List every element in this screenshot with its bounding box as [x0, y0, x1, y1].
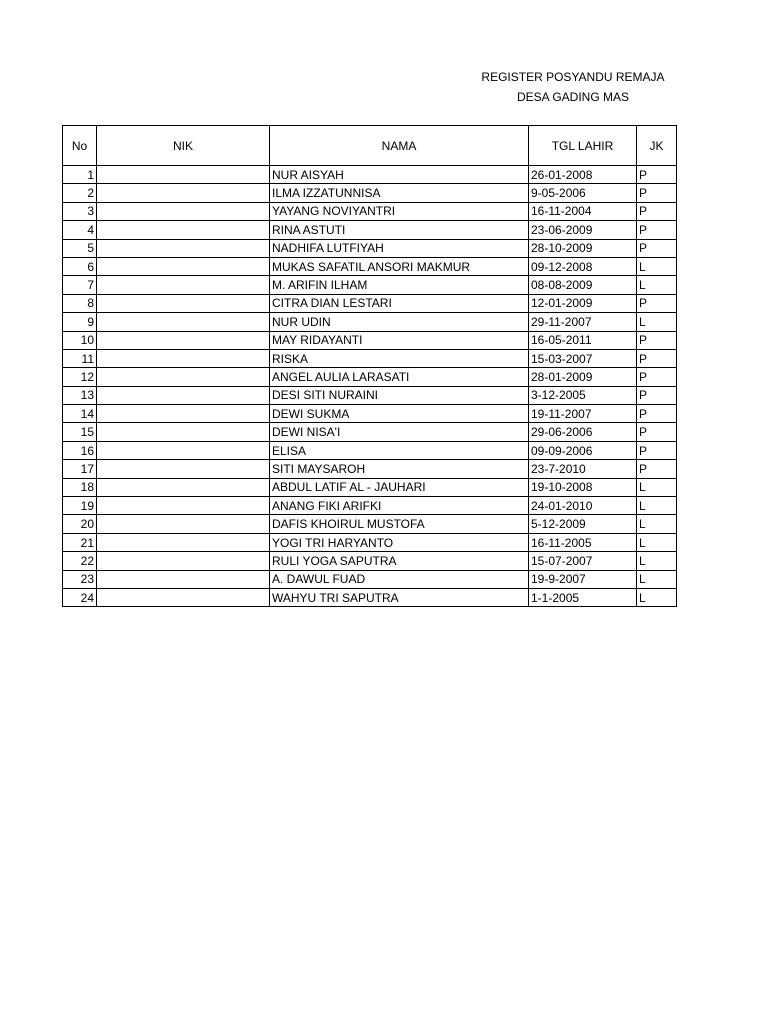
header-row [63, 126, 677, 166]
cell-nama: WAHYU TRI SAPUTRA [270, 588, 529, 606]
cell-no: 7 [63, 276, 97, 294]
table-row [63, 533, 677, 551]
register-table [62, 125, 677, 607]
table-row [63, 368, 677, 386]
cell-jk: L [637, 533, 677, 551]
cell-tgl-lahir: 15-07-2007 [529, 552, 637, 570]
cell-nik [97, 441, 270, 459]
cell-nik [97, 368, 270, 386]
cell-nama: ELISA [270, 441, 529, 459]
cell-tgl-lahir: 08-08-2009 [529, 276, 637, 294]
cell-jk: L [637, 570, 677, 588]
cell-tgl-lahir: 26-01-2008 [529, 166, 637, 184]
cell-nama: RISKA [270, 349, 529, 367]
cell-nama: ABDUL LATIF AL - JAUHARI [270, 478, 529, 496]
cell-nik [97, 423, 270, 441]
cell-nik [97, 331, 270, 349]
cell-nik [97, 166, 270, 184]
cell-no: 18 [63, 478, 97, 496]
table-row [63, 184, 677, 202]
cell-tgl-lahir: 24-01-2010 [529, 497, 637, 515]
cell-no: 3 [63, 202, 97, 220]
cell-nik [97, 239, 270, 257]
table-row [63, 405, 677, 423]
cell-nama: YAYANG NOVIYANTRI [270, 202, 529, 220]
cell-no: 14 [63, 405, 97, 423]
cell-jk: P [637, 441, 677, 459]
cell-jk: P [637, 166, 677, 184]
cell-nik [97, 276, 270, 294]
cell-jk: P [637, 423, 677, 441]
cell-tgl-lahir: 19-9-2007 [529, 570, 637, 588]
cell-jk: L [637, 257, 677, 275]
cell-no: 13 [63, 386, 97, 404]
cell-nama: RULI YOGA SAPUTRA [270, 552, 529, 570]
cell-tgl-lahir: 29-11-2007 [529, 313, 637, 331]
cell-nama: DEWI SUKMA [270, 405, 529, 423]
cell-tgl-lahir: 16-11-2005 [529, 533, 637, 551]
cell-nik [97, 294, 270, 312]
cell-nama: CITRA DIAN LESTARI [270, 294, 529, 312]
cell-jk: L [637, 276, 677, 294]
table-row [63, 588, 677, 606]
cell-jk: P [637, 294, 677, 312]
table-row [63, 276, 677, 294]
cell-no: 19 [63, 497, 97, 515]
cell-nama: DAFIS KHOIRUL MUSTOFA [270, 515, 529, 533]
cell-nik [97, 405, 270, 423]
cell-jk: L [637, 497, 677, 515]
cell-no: 11 [63, 349, 97, 367]
cell-jk: P [637, 349, 677, 367]
cell-tgl-lahir: 19-10-2008 [529, 478, 637, 496]
table-row [63, 460, 677, 478]
cell-jk: P [637, 460, 677, 478]
cell-no: 24 [63, 588, 97, 606]
table-row [63, 515, 677, 533]
cell-no: 9 [63, 313, 97, 331]
cell-no: 4 [63, 221, 97, 239]
cell-jk: L [637, 313, 677, 331]
table-row [63, 313, 677, 331]
cell-nama: RINA ASTUTI [270, 221, 529, 239]
cell-nik [97, 349, 270, 367]
cell-jk: P [637, 184, 677, 202]
table-row [63, 552, 677, 570]
cell-nama: ANGEL AULIA LARASATI [270, 368, 529, 386]
table-row [63, 441, 677, 459]
cell-nama: ILMA IZZATUNNISA [270, 184, 529, 202]
document-title [423, 67, 723, 107]
table-header [63, 126, 677, 166]
cell-nama: YOGI TRI HARYANTO [270, 533, 529, 551]
table-row [63, 349, 677, 367]
title-line-register: REGISTER POSYANDU REMAJA [481, 70, 665, 84]
cell-tgl-lahir: 09-09-2006 [529, 441, 637, 459]
table-row [63, 331, 677, 349]
cell-jk: L [637, 478, 677, 496]
cell-jk: P [637, 368, 677, 386]
cell-no: 21 [63, 533, 97, 551]
table-row [63, 221, 677, 239]
cell-tgl-lahir: 23-06-2009 [529, 221, 637, 239]
cell-nik [97, 570, 270, 588]
table-row [63, 202, 677, 220]
cell-jk: P [637, 239, 677, 257]
cell-nama: NADHIFA LUTFIYAH [270, 239, 529, 257]
title-line-village: DESA GADING MAS [516, 90, 630, 104]
cell-nama: A. DAWUL FUAD [270, 570, 529, 588]
cell-tgl-lahir: 1-1-2005 [529, 588, 637, 606]
cell-tgl-lahir: 5-12-2009 [529, 515, 637, 533]
cell-nik [97, 515, 270, 533]
table-row [63, 294, 677, 312]
cell-jk: P [637, 405, 677, 423]
table-row [63, 257, 677, 275]
cell-tgl-lahir: 15-03-2007 [529, 349, 637, 367]
cell-tgl-lahir: 28-10-2009 [529, 239, 637, 257]
cell-no: 15 [63, 423, 97, 441]
cell-nik [97, 221, 270, 239]
cell-tgl-lahir: 3-12-2005 [529, 386, 637, 404]
cell-nik [97, 497, 270, 515]
cell-jk: P [637, 386, 677, 404]
cell-nik [97, 313, 270, 331]
cell-tgl-lahir: 16-05-2011 [529, 331, 637, 349]
cell-nik [97, 478, 270, 496]
table-body [63, 166, 677, 607]
cell-jk: P [637, 331, 677, 349]
cell-nik [97, 257, 270, 275]
cell-tgl-lahir: 19-11-2007 [529, 405, 637, 423]
cell-nama: NUR UDIN [270, 313, 529, 331]
table-row [63, 570, 677, 588]
cell-nama: MUKAS SAFATIL ANSORI MAKMUR [270, 257, 529, 275]
header-tgl-lahir: TGL LAHIR [529, 126, 637, 166]
table-row [63, 239, 677, 257]
header-nama: NAMA [270, 126, 529, 166]
cell-tgl-lahir: 28-01-2009 [529, 368, 637, 386]
table-row [63, 166, 677, 184]
cell-tgl-lahir: 29-06-2006 [529, 423, 637, 441]
cell-jk: L [637, 552, 677, 570]
cell-nik [97, 202, 270, 220]
cell-nama: MAY RIDAYANTI [270, 331, 529, 349]
cell-nama: NUR AISYAH [270, 166, 529, 184]
cell-no: 5 [63, 239, 97, 257]
cell-no: 12 [63, 368, 97, 386]
cell-no: 17 [63, 460, 97, 478]
cell-no: 1 [63, 166, 97, 184]
cell-no: 6 [63, 257, 97, 275]
cell-no: 22 [63, 552, 97, 570]
cell-nama: DESI SITI NURAINI [270, 386, 529, 404]
cell-nik [97, 386, 270, 404]
cell-nama: M. ARIFIN ILHAM [270, 276, 529, 294]
cell-jk: L [637, 588, 677, 606]
table-row [63, 423, 677, 441]
cell-nama: ANANG FIKI ARIFKI [270, 497, 529, 515]
cell-jk: P [637, 221, 677, 239]
table-row [63, 478, 677, 496]
cell-no: 16 [63, 441, 97, 459]
cell-jk: L [637, 515, 677, 533]
cell-nik [97, 552, 270, 570]
cell-no: 23 [63, 570, 97, 588]
cell-nik [97, 533, 270, 551]
cell-tgl-lahir: 09-12-2008 [529, 257, 637, 275]
header-nik: NIK [97, 126, 270, 166]
cell-tgl-lahir: 16-11-2004 [529, 202, 637, 220]
cell-nik [97, 588, 270, 606]
header-jk: JK [637, 126, 677, 166]
table-row [63, 386, 677, 404]
cell-nik [97, 184, 270, 202]
cell-no: 8 [63, 294, 97, 312]
table-row [63, 497, 677, 515]
cell-tgl-lahir: 23-7-2010 [529, 460, 637, 478]
cell-nama: DEWI NISA'I [270, 423, 529, 441]
cell-nik [97, 460, 270, 478]
cell-jk: P [637, 202, 677, 220]
cell-no: 10 [63, 331, 97, 349]
cell-no: 2 [63, 184, 97, 202]
cell-nama: SITI MAYSAROH [270, 460, 529, 478]
cell-tgl-lahir: 9-05-2006 [529, 184, 637, 202]
cell-tgl-lahir: 12-01-2009 [529, 294, 637, 312]
cell-no: 20 [63, 515, 97, 533]
header-no: No [63, 126, 97, 166]
